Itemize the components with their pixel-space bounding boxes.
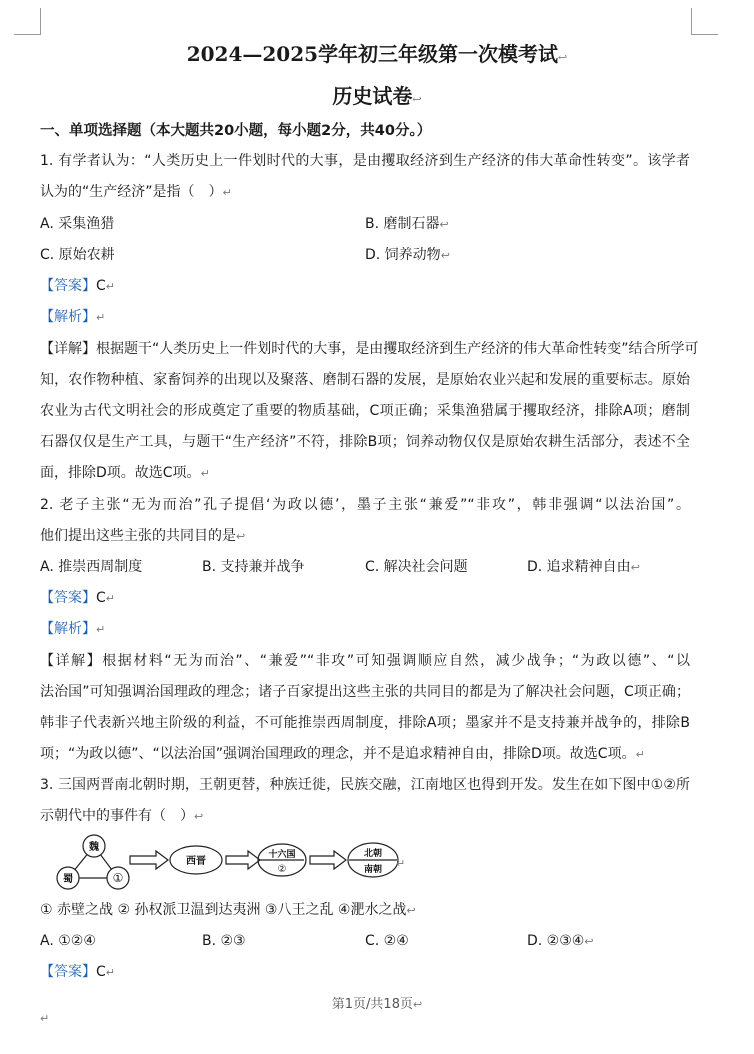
exam-subtitle: 历史试卷↩ [332,84,422,108]
q1-detail-line1: 【详解】根据题干“人类历史上一件划时代的大事，是由攫取经济到生产经济的伟大革命性转变”结合所学可 [40,341,699,357]
diagram-arrow-3 [310,851,346,869]
q1-analysis-label: 【解析】↵ [40,309,106,325]
q2-detail-line1: 【详解】根据材料“无为而治”、“兼爱”“非攻”可知强调顺应自然，减少战争；“为政以德”、“以 [40,653,691,669]
end-return-mark: ↵ [40,1012,50,1025]
diagram-label-shu: 蜀 [63,874,73,885]
q1-option-a: A. 采集渔猎 [40,216,115,232]
q3-answer: 【答案】C↵ [40,964,115,980]
exam-title: 2024—2025学年初三年级第一次模考试↩ [186,42,568,66]
q2-option-c: C. 解决社会问题 [365,559,468,575]
q1-detail-line5: 面，排除D项。故选C项。↵ [40,465,210,481]
q2-stem-line1: 2. 老子主张“无为而治”孔子提倡‘为政以德’，墨子主张“兼爱”“非攻”，韩非强调“以法治国”。 [40,497,690,513]
q2-stem-line2: 他们提出这些主张的共同目的是↩ [40,528,246,544]
q2-option-d: D. 追求精神自由↩ [527,559,640,575]
q1-stem-line1: 1. 有学者认为：“人类历史上一件划时代的大事，是由攫取经济到生产经济的伟大革命性转变”。该学者 [40,153,690,169]
page-footer: 第1页/共18页↩ [331,997,423,1012]
diagram-label-xijin: 西晋 [186,856,206,867]
diagram-label-wei: 魏 [89,842,99,853]
q1-stem-line2: 认为的“生产经济”是指（ ）↵ [40,184,232,200]
q3-events: ① 赤壁之战 ② 孙权派卫温到达夷洲 ③八王之乱 ④淝水之战↩ [40,902,416,918]
diagram-label-circle2: ② [277,864,287,875]
q1-option-c: C. 原始农耕 [40,247,115,263]
diagram-label-circle1: ① [112,871,124,885]
diagram-label-north: 北朝 [363,849,383,859]
q2-option-b: B. 支持兼并战争 [202,559,305,575]
q1-answer: 【答案】C↵ [40,278,115,294]
diagram-label-south: 南朝 [363,865,383,875]
diagram-return-mark: ↵ [396,857,406,870]
q3-stem-line1: 3. 三国两晋南北朝时期，王朝更替，种族迁徙，民族交融，江南地区也得到开发。发生在如下图中①②所 [40,777,690,793]
q1-detail-line2: 知，农作物种植、家畜饲养的出现以及聚落、磨制石器的发展，是原始农业兴起和发展的重要标志。原始 [40,372,690,388]
corner-mark-top-left [14,8,41,35]
q2-answer: 【答案】C↵ [40,590,115,606]
diagram-arrow-1 [130,851,168,869]
q2-detail-line4: 项；“为政以德”、“以法治国”强调治国理政的理念，并不是追求精神自由，排除D项。故选C项。↵ [40,746,645,762]
diagram-label-sixteen: 十六国 [268,850,296,860]
corner-mark-top-right [691,8,718,35]
section-heading: 一、单项选择题（本大题共20小题，每小题2分，共40分。） [40,123,432,139]
q1-detail-line3: 农业为古代文明社会的形成奠定了重要的物质基础，C项正确；采集渔猎属于攫取经济，排除A项；磨制 [40,403,690,419]
q2-analysis-label: 【解析】↵ [40,621,106,637]
q3-option-a: A. ①②④ [40,933,96,949]
q3-option-b: B. ②③ [202,933,246,949]
dynasty-flow-diagram [46,834,406,894]
diagram-arrow-2 [226,851,260,869]
q2-detail-line3: 韩非子代表新兴地主阶级的利益，不可能推崇西周制度，排除A项；墨家并不是支持兼并战争的，排除B [40,715,690,731]
q2-detail-line2: 法治国”可知强调治国理政的理念；诸子百家提出这些主张的共同目的都是为了解决社会问题，C项正确； [40,684,690,700]
q1-option-b: B. 磨制石器↩ [365,216,449,232]
q1-detail-line4: 石器仅仅是生产工具，与题干“生产经济”不符，排除B项；饲养动物仅仅是原始农耕生活部分，表述不全 [40,434,690,450]
q2-option-a: A. 推崇西周制度 [40,559,143,575]
q3-option-c: C. ②④ [365,933,409,949]
q1-option-d: D. 饲养动物↩ [365,247,450,263]
q3-option-d: D. ②③④↩ [527,933,594,949]
q3-stem-line2: 示朝代中的事件有（ ）↩ [40,808,204,824]
